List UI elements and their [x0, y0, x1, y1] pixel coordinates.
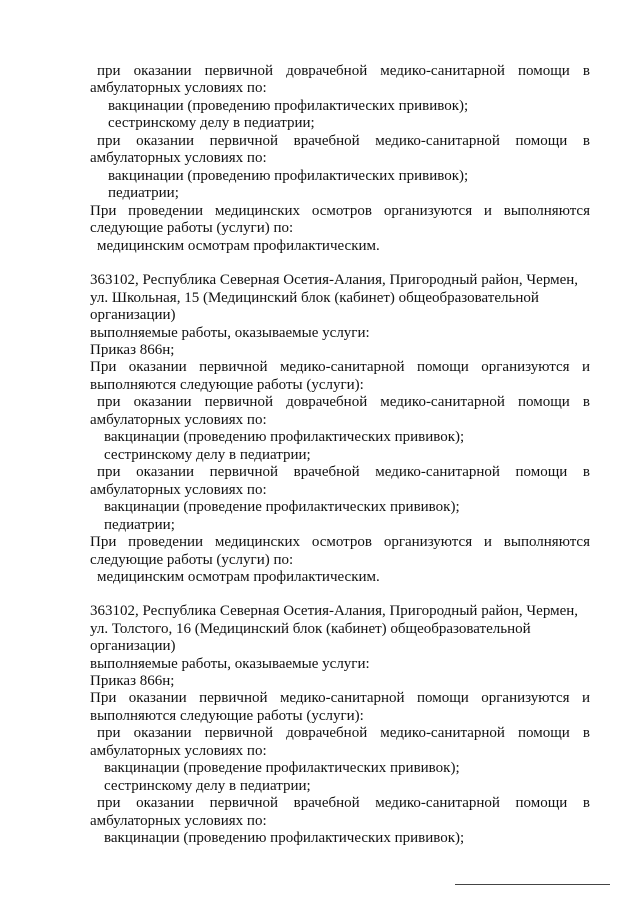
text-line: сестринскому делу в педиатрии;: [104, 447, 311, 463]
text-line: При оказании первичной медико-санитарной помощи организуются и: [90, 690, 590, 706]
text-line: сестринскому делу в педиатрии;: [108, 115, 315, 131]
address-line: 363102, Республика Северная Осетия-Алания, Пригородный район, Чермен,: [90, 272, 579, 288]
text-line: педиатрии;: [108, 185, 179, 201]
text-line: выполняемые работы, оказываемые услуги:: [90, 656, 370, 672]
text-line: выполняются следующие работы (услуги):: [90, 377, 364, 393]
text-line: при оказании первичной доврачебной медико-санитарной помощи в: [97, 63, 590, 79]
address-line: ул. Толстого, 16 (Медицинский блок (кабинет) общеобразовательной: [90, 621, 531, 637]
footer-divider: [455, 884, 610, 885]
text-line: амбулаторных условиях по:: [90, 743, 267, 759]
text-line: амбулаторных условиях по:: [90, 150, 267, 166]
address-line: 363102, Республика Северная Осетия-Алания, Пригородный район, Чермен,: [90, 603, 579, 619]
text-line: следующие работы (услуги) по:: [90, 220, 294, 236]
text-line: при оказании первичной врачебной медико-санитарной помощи в: [97, 464, 590, 480]
text-line: при оказании первичной врачебной медико-санитарной помощи в: [97, 795, 590, 811]
text-line: Приказ 866н;: [90, 673, 175, 689]
text-line: вакцинации (проведение профилактических прививок);: [104, 499, 460, 515]
text-line: медицинским осмотрам профилактическим.: [97, 569, 380, 585]
text-line: Приказ 866н;: [90, 342, 175, 358]
address-line: организации): [90, 307, 176, 323]
text-line: при оказании первичной доврачебной медико-санитарной помощи в: [97, 725, 590, 741]
text-line: амбулаторных условиях по:: [90, 482, 267, 498]
text-line: при оказании первичной врачебной медико-санитарной помощи в: [97, 133, 590, 149]
address-line: ул. Школьная, 15 (Медицинский блок (кабинет) общеобразовательной: [90, 290, 539, 306]
text-line: сестринскому делу в педиатрии;: [104, 778, 311, 794]
text-line: вакцинации (проведение профилактических прививок);: [104, 760, 460, 776]
text-line: вакцинации (проведению профилактических прививок);: [108, 168, 469, 184]
text-line: вакцинации (проведению профилактических прививок);: [104, 830, 465, 846]
text-line: педиатрии;: [104, 517, 175, 533]
text-line: выполняемые работы, оказываемые услуги:: [90, 325, 370, 341]
address-line: организации): [90, 638, 176, 654]
text-line: медицинским осмотрам профилактическим.: [97, 238, 380, 254]
text-line: вакцинации (проведению профилактических прививок);: [108, 98, 469, 114]
text-line: амбулаторных условиях по:: [90, 813, 267, 829]
text-line: При проведении медицинских осмотров организуются и выполняются: [90, 203, 590, 219]
text-line: амбулаторных условиях по:: [90, 80, 267, 96]
text-line: следующие работы (услуги) по:: [90, 552, 294, 568]
text-line: при оказании первичной доврачебной медико-санитарной помощи в: [97, 394, 590, 410]
text-line: При проведении медицинских осмотров организуются и выполняются: [90, 534, 590, 550]
text-line: вакцинации (проведению профилактических прививок);: [104, 429, 465, 445]
text-line: амбулаторных условиях по:: [90, 412, 267, 428]
text-line: выполняются следующие работы (услуги):: [90, 708, 364, 724]
text-line: При оказании первичной медико-санитарной помощи организуются и: [90, 359, 590, 375]
